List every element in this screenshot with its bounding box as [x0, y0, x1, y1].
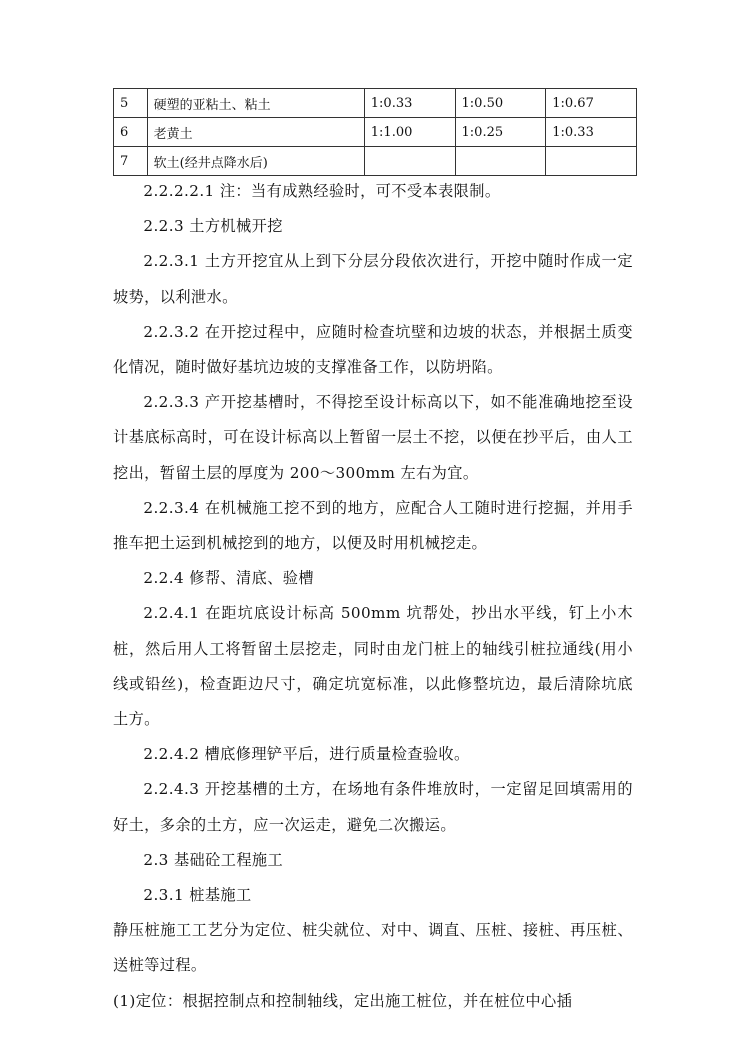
section-heading: 2.3 基础砼工程施工: [143, 850, 284, 869]
paragraph: 静压桩施工工艺分为定位、桩尖就位、对中、调直、压桩、接桩、再压桩、送桩等过程。: [113, 921, 633, 975]
table-cell-soil-type: 软土(经井点降水后): [147, 147, 364, 176]
table-cell-no: 5: [114, 89, 148, 118]
paragraph: 2.2.3.1 土方开挖宜从上到下分层分段依次进行，开挖中随时作成一定坡势，以利泄水。: [113, 252, 633, 306]
section-heading: 2.2.3 土方机械开挖: [143, 217, 283, 236]
body-text: [113, 174, 633, 1019]
table-cell-ratio: [546, 147, 637, 176]
table-cell-no: 7: [114, 147, 148, 176]
table-cell-ratio: 1:0.50: [455, 89, 546, 118]
table-cell-ratio: 1:0.67: [546, 89, 637, 118]
table-cell-ratio: 1:0.33: [546, 118, 637, 147]
paragraph: 2.2.3.2 在开挖过程中，应随时检查坑壁和边坡的状态，并根据土质变化情况，随时做好基坑边坡的支撑准备工作，以防坍陷。: [113, 322, 633, 377]
table-row: [114, 118, 637, 147]
section-heading: 2.2.4 修帮、清底、验槽: [143, 569, 314, 588]
table-cell-ratio: [364, 147, 455, 176]
paragraph: 2.2.4.2 槽底修理铲平后，进行质量检查验收。: [143, 745, 470, 764]
paragraph: 2.2.3.4 在机械施工挖不到的地方，应配合人工随时进行挖掘，并用手推车把土运到机械挖到的地方，以便及时用机械挖走。: [113, 498, 633, 553]
paragraph: (1)定位：根据控制点和控制轴线，定出施工桩位，并在桩位中心插: [113, 991, 573, 1010]
table-cell-ratio: 1:1.00: [364, 118, 455, 147]
paragraph: 2.2.2.2.1 注：当有成熟经验时，可不受本表限制。: [143, 182, 501, 200]
table-cell-soil-type: 硬塑的亚粘土、粘土: [147, 89, 364, 118]
paragraph: 2.2.3.3 产开挖基槽时，不得挖至设计标高以下，如不能准确地挖至设计基底标高时，可在设计标高以上暂留一层土不挖，以便在抄平后，由人工挖出，暂留土层的厚度为 200～300mm 左右为宜。: [113, 393, 633, 482]
table-cell-ratio: 1:0.25: [455, 118, 546, 147]
table-cell-ratio: [455, 147, 546, 176]
section-heading: 2.3.1 桩基施工: [143, 886, 252, 905]
table-cell-ratio: 1:0.33: [364, 89, 455, 118]
table-row: [114, 89, 637, 118]
paragraph: 2.2.4.1 在距坑底设计标高 500mm 坑帮处，抄出水平线，钉上小木桩，然后用人工将暂留土层挖走，同时由龙门桩上的轴线引桩拉通线(用小线或铅丝)，检查距边尺寸，确定坑宽标准，以此修整坑边，最后清除坑底土方。: [113, 604, 633, 729]
paragraph: 2.2.4.3 开挖基槽的土方，在场地有条件堆放时，一定留足回填需用的好土，多余的土方，应一次运走，避免二次搬运。: [113, 780, 633, 834]
table-row: [114, 147, 637, 176]
table-cell-no: 6: [114, 118, 148, 147]
slope-ratio-table: [113, 88, 637, 176]
table-cell-soil-type: 老黄土: [147, 118, 364, 147]
